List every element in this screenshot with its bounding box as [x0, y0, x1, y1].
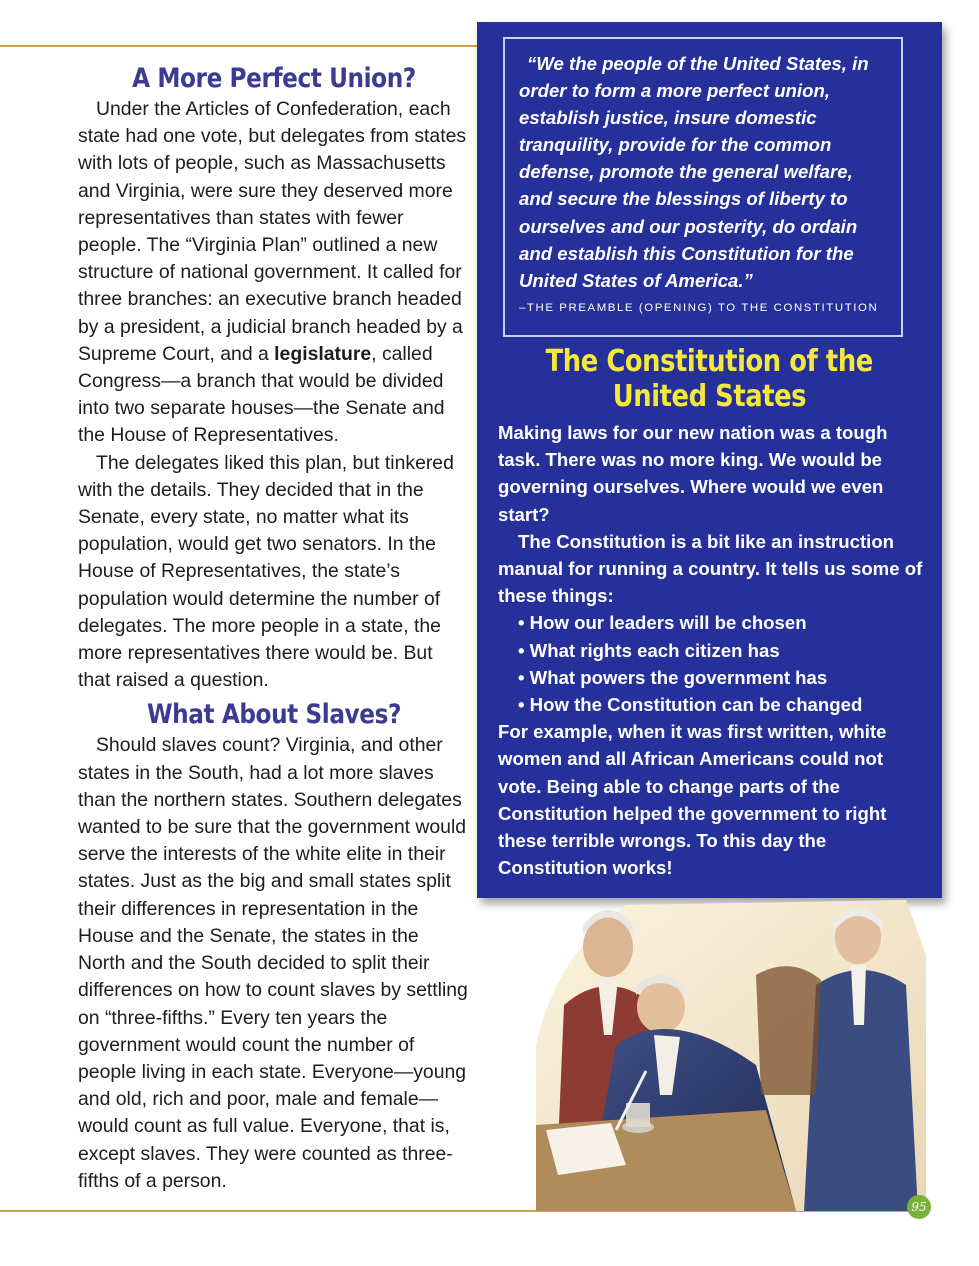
paragraph-three-fifths: Should slaves count? Virginia, and other states in the South, had a lot more slaves than the northern states. Southern delegates wanted to be sure that the government would serve the interests of the white elite in their states. Just as the big and small states split their differences in representation in the House and the Senate, the states in the North and the South decided to split their differences on how to count slaves by settling on “three-fifths.” Every ten years the government would count the number of people living in each state. Everyone—young and old, rich and poor, male and female—would count as full value. Everyone, that is, except slaves. They were counted as three-fifths of a person. — [78, 734, 468, 1192]
term-constitution: Constitution — [556, 530, 666, 552]
sidebar-title: The Constitution of the United States — [545, 344, 874, 414]
sidebar-paragraph: For example, when it was first written, white women and all African Americans could not vote. Being able to change parts of the Constitution helped the government to right these terrible wrongs. To this day the Constitution works! — [498, 721, 887, 879]
chair — [756, 966, 821, 1095]
preamble-quote: “We the people of the United States, in order to form a more perfect union, establish justice, insure domestic tranquility, provide for the common defense, promote the general welfare, and secure the blessings of liberty to ourselves and our posterity, do ordain and establish this Constitution for the United States of America.” — [519, 53, 869, 291]
main-column — [78, 62, 470, 1195]
page-number-badge: 95 — [907, 1195, 931, 1219]
paragraph-delegates: The delegates liked this plan, but tinkered with the details. They decided that in the Senate, every state, no matter what its population, would get two senators. In the House of Representatives, the state’s population would determine the number of delegates. The more people in a state, the more representatives there would be. But that raised a question. — [78, 451, 454, 692]
sidebar-body — [498, 419, 928, 881]
top-rule — [0, 45, 478, 47]
list-item: • What rights each citizen has — [518, 639, 780, 661]
list-item: • How our leaders will be chosen — [518, 612, 807, 634]
list-item: • What powers the government has — [518, 666, 828, 688]
sidebar-paragraph: Making laws for our new nation was a tough task. There was no more king. We would be governing ourselves. Where would we even start? — [498, 422, 888, 525]
sidebar-paragraph: The Constitution is a bit like an instruction manual for running a country. It tells us some of these things: — [498, 530, 923, 607]
constitution-sidebar — [477, 22, 942, 898]
heading-more-perfect-union: A More Perfect Union? — [132, 63, 416, 94]
preamble-quote-box — [503, 37, 903, 337]
heading-what-about-slaves: What About Slaves? — [146, 699, 402, 731]
paragraph-virginia-plan: Under the Articles of Confederation, each state had one vote, but delegates from states with lots of people, such as Massachusetts and Virginia, were sure they deserved more representatives than states with fewer people. The “Virginia Plan” outlined a new structure of national government. It called for three branches: an executive branch headed by a president, a judicial branch headed by a Supreme Court, and a legislature, called Congress—a branch that would be divided into two separate houses—the Senate and the House of Representatives. — [78, 98, 467, 447]
list-item: • How the Constitution can be changed — [518, 694, 863, 716]
signing-illustration — [466, 895, 926, 1211]
term-legislature: legislature — [274, 342, 372, 365]
quote-attribution: –THE PREAMBLE (OPENING) TO THE CONSTITUTION — [519, 301, 879, 314]
